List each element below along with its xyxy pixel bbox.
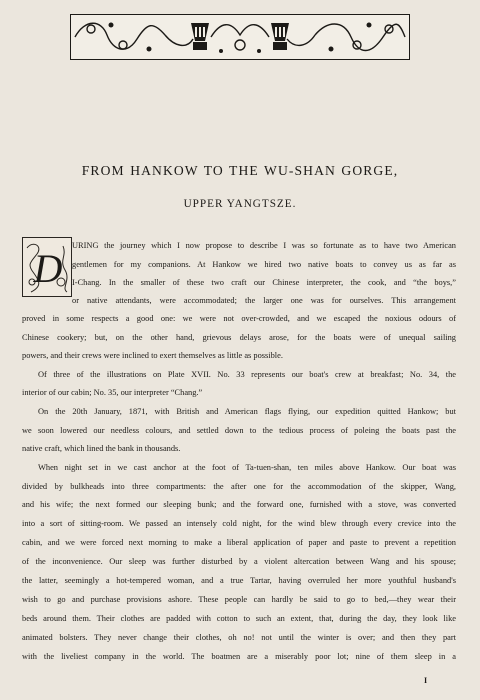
body-line: On the 20th January, 1871, with British and American flags flying, our expedition quitted Hankow; but bbox=[38, 407, 456, 416]
body-line: Of three of the illustrations on Plate XVII. No. 33 represents our boat's crew at breakfast; No. 34, the bbox=[38, 370, 456, 379]
svg-text:D: D bbox=[33, 246, 63, 291]
ornamental-headpiece bbox=[70, 14, 410, 60]
body-line: divided by bulkheads into three compartments: the after one for the accommodation of the skipper, Wang, bbox=[22, 482, 456, 491]
body-line: interior of our cabin; No. 35, our interpreter “Chang.” bbox=[22, 388, 203, 397]
body-line: gentlemen for my companions. At Hankow we hired two native boats to convey us as far as bbox=[72, 260, 456, 269]
body-line: or native attendants, were accommodated; the larger one was for ourselves. This arrangement bbox=[72, 296, 456, 305]
chapter-subtitle: UPPER YANGTSZE. bbox=[183, 198, 297, 210]
body-line: beds around them. Their clothes are padded with cotton to such an extent, that, during the day, they look like bbox=[22, 614, 456, 623]
body-line: powers, and their crews were inclined to exert themselves as little as possible. bbox=[22, 351, 283, 360]
body-line: URING the journey which I now propose to describe I was so fortunate as to have two American bbox=[72, 241, 456, 250]
chapter-title: FROM HANKOW TO THE WU-SHAN GORGE, bbox=[81, 163, 399, 178]
body-line: When night set in we cast anchor at the foot of Ta-tuen-shan, ten miles above Hankow. Our boat was bbox=[38, 463, 456, 472]
body-line: animated bolsters. They never change their clothes, oh no! not until the winter is over; and then they part bbox=[22, 633, 456, 642]
body-line: native craft, which lined the bank in thousands. bbox=[22, 444, 181, 453]
body-line: proved in some respects a good one: we were not over-crowded, and we escaped the noxious odours of bbox=[22, 314, 456, 323]
body-line: the latter, seemingly a hot-tempered woman, and a true Tartar, having overruled her more youthful husband's bbox=[22, 576, 456, 585]
body-line: I-Chang. In the smaller of these two craft our Chinese interpreter, the cook, and “the boys,” bbox=[72, 278, 456, 287]
body-line: wish to go and purchase provisions ashore. These people can hardly be said to go to bed,—they wear their bbox=[22, 595, 456, 604]
body-line: into a sort of sitting-room. We passed an intensely cold night, for the wind blew through every crevice into the bbox=[22, 519, 456, 528]
body-line: and his wife; the next formed our sleeping bunk; and the forward one, furnished with a stove, was converted bbox=[22, 500, 456, 509]
body-line: of the inconvenience. Our sleep was further disturbed by a violent altercation between Wang and his spouse; bbox=[22, 557, 456, 566]
decorated-initial bbox=[22, 237, 72, 297]
page-number: I bbox=[424, 676, 428, 685]
body-line: cabin, and we were forced next morning to make a liberal application of paper and paste to prevent a repetition bbox=[22, 538, 456, 547]
body-line: with the liveliest company in the world. The boatmen are a miserably poor lot; nine of them sleep in a bbox=[22, 652, 456, 661]
body-line: we soon lowered our needless colours, and settled down to the tedious process of poleing the boats past the bbox=[22, 426, 456, 435]
body-line: Chinese cookery; but, on the other hand, grievous delays arose, for the boats were of unequal sailing bbox=[22, 333, 456, 342]
